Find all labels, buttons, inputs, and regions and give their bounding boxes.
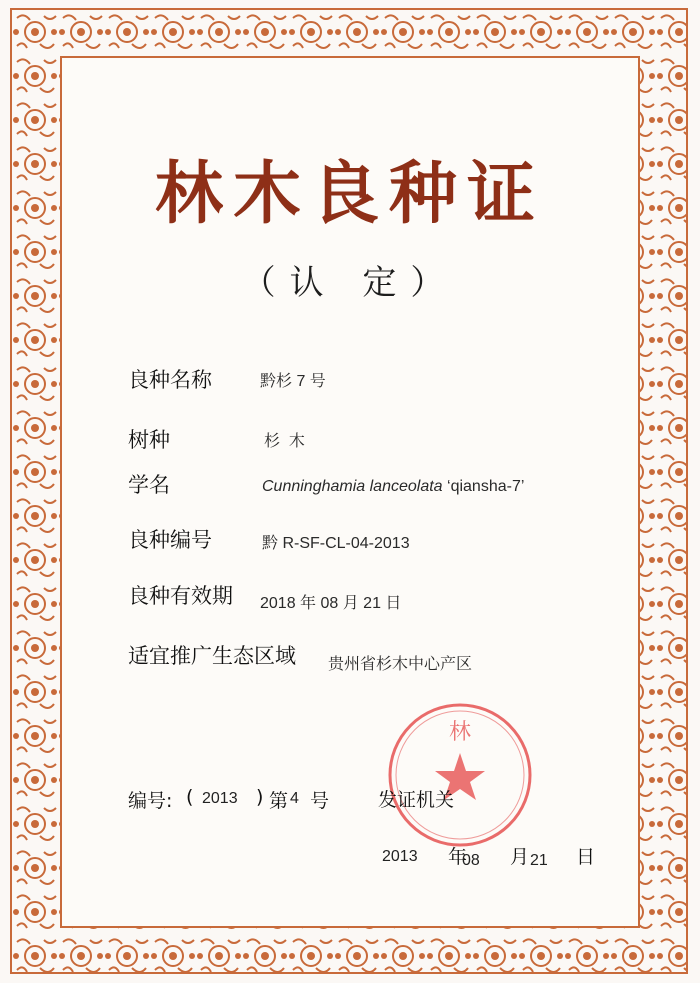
issue-date-year: 2013: [382, 848, 418, 865]
field-value-variety-number: 黔 R-SF-CL-04-2013: [262, 535, 410, 552]
field-value-tree-species: 杉 木: [264, 433, 305, 450]
official-seal-stamp: [380, 695, 540, 855]
scientific-name-cultivar: ‘qiansha-7’: [442, 478, 525, 495]
issue-date-yue: 月: [510, 846, 530, 868]
field-label-scientific-name: 学名: [128, 473, 170, 497]
field-value-validity-period: 2018 年 08 月 21 日: [260, 595, 402, 612]
certificate-number-hao: 号: [310, 790, 330, 812]
certificate-number-value: 4: [290, 790, 299, 807]
certificate-number-close-paren: ): [256, 786, 264, 808]
field-value-variety-name: 黔杉 7 号: [260, 373, 326, 390]
certificate-number-year: 2013: [202, 790, 238, 807]
field-label-validity-period: 良种有效期: [128, 584, 233, 608]
certificate-subtitle: （认 定）: [241, 263, 459, 303]
field-label-variety-number: 良种编号: [128, 528, 212, 552]
issue-date-month: 08: [462, 852, 480, 869]
field-value-suitable-region: 贵州省杉木中心产区: [328, 656, 473, 673]
field-label-variety-name: 良种名称: [128, 368, 212, 392]
seal-text: 林: [448, 720, 472, 745]
certificate-number-open-paren: (: [186, 786, 194, 808]
issuing-authority-label: 发证机关: [378, 789, 455, 811]
issue-date-day: 21: [530, 852, 548, 869]
field-label-suitable-region: 适宜推广生态区域: [128, 644, 296, 668]
scientific-name-italic: Cunninghamia lanceolata: [262, 478, 443, 495]
certificate-title: 林木良种证: [154, 154, 545, 234]
field-value-scientific-name: [262, 478, 524, 496]
field-label-tree-species: 树种: [128, 428, 170, 452]
certificate-number-di: 第: [269, 790, 289, 812]
certificate-number-label: 编号:: [128, 790, 173, 812]
issue-date-ri: 日: [576, 846, 596, 868]
issue-date-nian: 年: [448, 846, 468, 868]
